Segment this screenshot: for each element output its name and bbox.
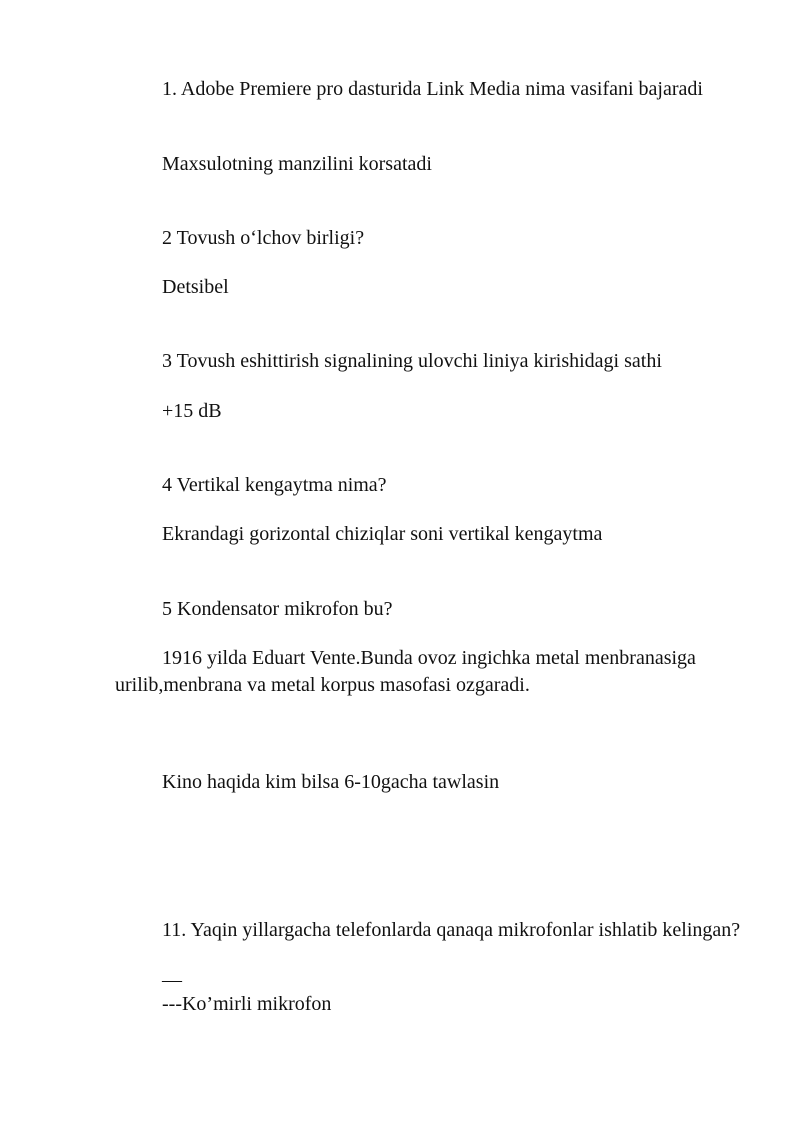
answer-1: Maxsulotning manzilini korsatadi: [162, 153, 432, 175]
question-11: 11. Yaqin yillargacha telefonlarda qanaqa mikrofonlar ishlatib kelingan?: [162, 919, 741, 941]
question-1: 1. Adobe Premiere pro dasturida Link Media nima vasifani bajaradi: [162, 78, 703, 100]
answer-3: +15 dB: [162, 400, 222, 422]
note-paragraph: Kino haqida kim bilsa 6-10gacha tawlasin: [162, 771, 500, 793]
answer-4: Ekrandagi gorizontal chiziqlar soni vertikal kengaytma: [162, 523, 603, 545]
question-5: 5 Kondensator mikrofon bu?: [162, 598, 393, 620]
answer-11: ---Ko’mirli mikrofon: [162, 993, 332, 1015]
question-3: 3 Tovush eshittirish signalining ulovchi liniya kirishidagi sathi: [162, 350, 662, 372]
answer-5: 1916 yilda Eduart Vente.Bunda ovoz ingichka metal menbranasiga urilib,menbrana va metal korpus masofasi ozgaradi.: [115, 647, 696, 696]
question-2: 2 Tovush o‘lchov birligi?: [162, 227, 365, 249]
question-4: 4 Vertikal kengaytma nima?: [162, 474, 387, 496]
answer-2: Detsibel: [162, 276, 229, 298]
dash-mark: —: [162, 969, 182, 991]
